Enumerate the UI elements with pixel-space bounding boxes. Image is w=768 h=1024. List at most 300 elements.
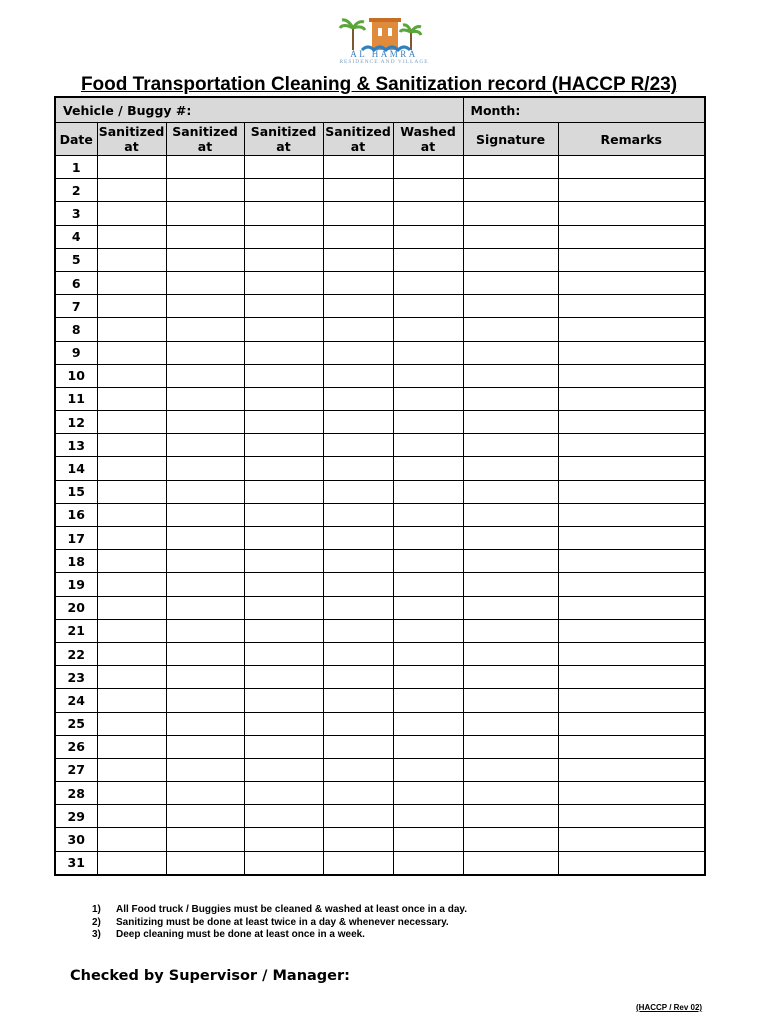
signature-cell[interactable] [463, 782, 558, 805]
sanitized-4-cell[interactable] [323, 619, 393, 642]
table-row [55, 179, 705, 202]
sanitized-1-cell[interactable] [97, 851, 166, 875]
table-row [55, 387, 705, 410]
sanitized-3-cell[interactable] [244, 573, 323, 596]
sanitized-1-cell[interactable] [97, 758, 166, 781]
sanitized-4-cell[interactable] [323, 666, 393, 689]
sanitized-3-cell[interactable] [244, 411, 323, 434]
note-number: 3) [92, 929, 101, 940]
note-text: Deep cleaning must be done at least once in a week. [116, 929, 365, 940]
brand-name: AL HAMRA [350, 49, 418, 59]
sanitized-4-cell[interactable] [323, 480, 393, 503]
table-row [55, 596, 705, 619]
washed-cell[interactable] [393, 550, 463, 573]
table-row [55, 225, 705, 248]
remarks-cell[interactable] [558, 527, 705, 550]
logo-palm-left [340, 20, 365, 50]
washed-cell[interactable] [393, 689, 463, 712]
sanitized-2-cell[interactable] [166, 828, 244, 851]
sanitized-4-cell[interactable] [323, 457, 393, 480]
remarks-cell[interactable] [558, 503, 705, 526]
sanitized-3-cell[interactable] [244, 851, 323, 875]
sanitized-4-cell[interactable] [323, 318, 393, 341]
table-row [55, 642, 705, 665]
column-header-sanitized-1: Sanitized at [98, 124, 165, 154]
table-row [55, 782, 705, 805]
sanitized-1-cell[interactable] [97, 295, 166, 318]
sanitized-2-cell[interactable] [166, 735, 244, 758]
sanitized-4-cell[interactable] [323, 735, 393, 758]
sanitized-3-cell[interactable] [244, 318, 323, 341]
vehicle-field[interactable] [55, 97, 463, 123]
washed-cell[interactable] [393, 503, 463, 526]
table-row [55, 295, 705, 318]
signature-cell[interactable] [463, 295, 558, 318]
sanitized-2-cell[interactable] [166, 225, 244, 248]
washed-cell[interactable] [393, 271, 463, 294]
sanitized-1-cell[interactable] [97, 573, 166, 596]
washed-cell[interactable] [393, 364, 463, 387]
date-cell: 21 [55, 619, 97, 642]
table-row [55, 318, 705, 341]
note-text: Sanitizing must be done at least twice in a day & whenever necessary. [116, 916, 449, 928]
washed-cell[interactable] [393, 527, 463, 550]
washed-cell[interactable] [393, 619, 463, 642]
signature-cell[interactable] [463, 156, 558, 179]
table-row [55, 271, 705, 294]
table-row [55, 550, 705, 573]
sanitized-3-cell[interactable] [244, 271, 323, 294]
sanitized-2-cell[interactable] [166, 364, 244, 387]
sanitized-3-cell[interactable] [244, 689, 323, 712]
sanitized-3-cell[interactable] [244, 457, 323, 480]
sanitized-4-cell[interactable] [323, 364, 393, 387]
signature-cell[interactable] [463, 434, 558, 457]
table-row [55, 619, 705, 642]
sanitized-2-cell[interactable] [166, 851, 244, 875]
signature-cell[interactable] [463, 666, 558, 689]
sanitized-2-cell[interactable] [166, 341, 244, 364]
sanitized-1-cell[interactable] [97, 248, 166, 271]
sanitized-2-cell[interactable] [166, 758, 244, 781]
remarks-cell[interactable] [558, 596, 705, 619]
sanitized-3-cell[interactable] [244, 619, 323, 642]
date-cell: 30 [55, 828, 97, 851]
remarks-cell[interactable] [558, 851, 705, 875]
remarks-cell[interactable] [558, 364, 705, 387]
sanitized-1-cell[interactable] [97, 480, 166, 503]
sanitized-4-cell[interactable] [323, 642, 393, 665]
date-cell: 23 [55, 666, 97, 689]
remarks-cell[interactable] [558, 457, 705, 480]
washed-cell[interactable] [393, 573, 463, 596]
sanitized-4-cell[interactable] [323, 573, 393, 596]
remarks-cell[interactable] [558, 480, 705, 503]
sanitized-3-cell[interactable] [244, 364, 323, 387]
date-cell: 8 [55, 318, 97, 341]
sanitized-2-cell[interactable] [166, 596, 244, 619]
signature-cell[interactable] [463, 341, 558, 364]
date-cell: 28 [55, 782, 97, 805]
washed-cell[interactable] [393, 596, 463, 619]
table-row [55, 480, 705, 503]
sanitized-4-cell[interactable] [323, 248, 393, 271]
sanitized-1-cell[interactable] [97, 735, 166, 758]
sanitized-4-cell[interactable] [323, 341, 393, 364]
table-row [55, 434, 705, 457]
signature-cell[interactable] [463, 828, 558, 851]
sanitized-1-cell[interactable] [97, 596, 166, 619]
sanitized-2-cell[interactable] [166, 202, 244, 225]
signature-cell[interactable] [463, 758, 558, 781]
sanitized-3-cell[interactable] [244, 596, 323, 619]
sanitized-3-cell[interactable] [244, 828, 323, 851]
sanitized-4-cell[interactable] [323, 225, 393, 248]
signature-cell[interactable] [463, 179, 558, 202]
washed-cell[interactable] [393, 457, 463, 480]
sanitized-4-cell[interactable] [323, 295, 393, 318]
sanitized-4-cell[interactable] [323, 689, 393, 712]
column-header-sanitized-3: Sanitized at [244, 123, 323, 156]
signature-cell[interactable] [463, 550, 558, 573]
washed-cell[interactable] [393, 735, 463, 758]
signature-cell[interactable] [463, 318, 558, 341]
document-title: Food Transportation Cleaning & Sanitization record (HACCP R/23) [80, 74, 678, 95]
washed-cell[interactable] [393, 341, 463, 364]
signature-cell[interactable] [463, 573, 558, 596]
signature-cell[interactable] [463, 457, 558, 480]
remarks-cell[interactable] [558, 156, 705, 179]
sanitized-2-cell[interactable] [166, 689, 244, 712]
sanitized-1-cell[interactable] [97, 202, 166, 225]
remarks-cell[interactable] [558, 225, 705, 248]
column-header-sanitized-2: Sanitized at [166, 123, 244, 156]
remarks-cell[interactable] [558, 271, 705, 294]
sanitized-2-cell[interactable] [166, 503, 244, 526]
sanitized-3-cell[interactable] [244, 550, 323, 573]
remarks-cell[interactable] [558, 318, 705, 341]
sanitized-2-cell[interactable] [166, 805, 244, 828]
remarks-cell[interactable] [558, 782, 705, 805]
column-header-date: Date [55, 123, 97, 156]
sanitized-3-cell[interactable] [244, 225, 323, 248]
washed-cell[interactable] [393, 248, 463, 271]
table-row [55, 805, 705, 828]
sanitized-4-cell[interactable] [323, 387, 393, 410]
remarks-cell[interactable] [558, 411, 705, 434]
sanitized-2-cell[interactable] [166, 712, 244, 735]
logo-building [372, 20, 398, 50]
date-rows [55, 156, 705, 875]
sanitized-3-cell[interactable] [244, 642, 323, 665]
washed-cell[interactable] [393, 387, 463, 410]
date-cell: 25 [55, 712, 97, 735]
remarks-cell[interactable] [558, 341, 705, 364]
table-row [55, 503, 705, 526]
date-cell: 1 [55, 156, 97, 179]
sanitized-2-cell[interactable] [166, 573, 244, 596]
date-cell: 11 [55, 387, 97, 410]
signature-cell[interactable] [463, 712, 558, 735]
sanitized-2-cell[interactable] [166, 179, 244, 202]
sanitized-4-cell[interactable] [323, 805, 393, 828]
signature-cell[interactable] [463, 503, 558, 526]
sanitized-3-cell[interactable] [244, 480, 323, 503]
sanitized-1-cell[interactable] [97, 642, 166, 665]
remarks-cell[interactable] [558, 735, 705, 758]
sanitized-4-cell[interactable] [323, 550, 393, 573]
sanitized-1-cell[interactable] [97, 527, 166, 550]
date-cell: 15 [55, 480, 97, 503]
remarks-cell[interactable] [558, 202, 705, 225]
column-header-remarks: Remarks [558, 123, 705, 156]
date-cell: 7 [55, 295, 97, 318]
sanitized-4-cell[interactable] [323, 271, 393, 294]
sanitized-1-cell[interactable] [97, 666, 166, 689]
signature-cell[interactable] [463, 642, 558, 665]
remarks-cell[interactable] [558, 712, 705, 735]
signature-cell[interactable] [463, 851, 558, 875]
remarks-cell[interactable] [558, 828, 705, 851]
table-row [55, 573, 705, 596]
remarks-cell[interactable] [558, 689, 705, 712]
date-cell: 27 [55, 758, 97, 781]
note-item [92, 904, 467, 917]
sanitized-2-cell[interactable] [166, 480, 244, 503]
table-row [55, 341, 705, 364]
washed-cell[interactable] [393, 480, 463, 503]
note-text: All Food truck / Buggies must be cleaned & washed at least once in a day. [116, 904, 468, 915]
sanitized-3-cell[interactable] [244, 387, 323, 410]
signature-cell[interactable] [463, 411, 558, 434]
sanitized-4-cell[interactable] [323, 411, 393, 434]
washed-cell[interactable] [393, 179, 463, 202]
washed-cell[interactable] [393, 295, 463, 318]
month-field[interactable] [463, 97, 705, 123]
sanitized-1-cell[interactable] [97, 387, 166, 410]
table-row [55, 202, 705, 225]
sanitized-3-cell[interactable] [244, 712, 323, 735]
sanitized-1-cell[interactable] [97, 503, 166, 526]
sanitized-3-cell[interactable] [244, 434, 323, 457]
date-cell: 2 [55, 179, 97, 202]
signature-cell[interactable] [463, 225, 558, 248]
remarks-cell[interactable] [558, 805, 705, 828]
sanitized-3-cell[interactable] [244, 503, 323, 526]
sanitized-3-cell[interactable] [244, 248, 323, 271]
sanitized-3-cell[interactable] [244, 156, 323, 179]
note-item [92, 917, 467, 930]
washed-cell[interactable] [393, 642, 463, 665]
table-row [55, 851, 705, 875]
table-row [55, 666, 705, 689]
note-item [92, 929, 467, 942]
date-cell: 3 [55, 202, 97, 225]
washed-cell[interactable] [393, 318, 463, 341]
sanitized-4-cell[interactable] [323, 596, 393, 619]
note-number: 1) [92, 904, 101, 915]
sanitized-4-cell[interactable] [323, 527, 393, 550]
sanitized-2-cell[interactable] [166, 156, 244, 179]
sanitized-2-cell[interactable] [166, 619, 244, 642]
sanitized-2-cell[interactable] [166, 527, 244, 550]
sanitized-2-cell[interactable] [166, 642, 244, 665]
sanitized-1-cell[interactable] [97, 341, 166, 364]
remarks-cell[interactable] [558, 434, 705, 457]
signature-cell[interactable] [463, 387, 558, 410]
remarks-cell[interactable] [558, 758, 705, 781]
sanitized-3-cell[interactable] [244, 782, 323, 805]
sanitized-3-cell[interactable] [244, 527, 323, 550]
sanitized-1-cell[interactable] [97, 434, 166, 457]
washed-cell[interactable] [393, 434, 463, 457]
signature-cell[interactable] [463, 271, 558, 294]
sanitized-4-cell[interactable] [323, 156, 393, 179]
date-cell: 26 [55, 735, 97, 758]
signature-cell[interactable] [463, 596, 558, 619]
sanitized-4-cell[interactable] [323, 202, 393, 225]
sanitized-4-cell[interactable] [323, 712, 393, 735]
sanitized-2-cell[interactable] [166, 782, 244, 805]
remarks-cell[interactable] [558, 550, 705, 573]
washed-cell[interactable] [393, 805, 463, 828]
washed-cell[interactable] [393, 202, 463, 225]
sanitized-3-cell[interactable] [244, 179, 323, 202]
sanitized-3-cell[interactable] [244, 202, 323, 225]
washed-cell[interactable] [393, 156, 463, 179]
sanitized-1-cell[interactable] [97, 179, 166, 202]
date-cell: 13 [55, 434, 97, 457]
month-label: Month: [470, 102, 521, 118]
brand-subtitle: RESIDENCE AND VILLAGE [339, 59, 429, 65]
sanitized-1-cell[interactable] [97, 550, 166, 573]
sanitized-4-cell[interactable] [323, 851, 393, 875]
sanitized-3-cell[interactable] [244, 341, 323, 364]
washed-cell[interactable] [393, 851, 463, 875]
remarks-cell[interactable] [558, 666, 705, 689]
sanitized-1-cell[interactable] [97, 619, 166, 642]
table-row [55, 828, 705, 851]
washed-cell[interactable] [393, 758, 463, 781]
signature-cell[interactable] [463, 202, 558, 225]
remarks-cell[interactable] [558, 573, 705, 596]
sanitized-1-cell[interactable] [97, 805, 166, 828]
date-cell: 29 [55, 805, 97, 828]
sanitized-1-cell[interactable] [97, 411, 166, 434]
signature-cell[interactable] [463, 805, 558, 828]
sanitized-2-cell[interactable] [166, 387, 244, 410]
column-header-row [55, 123, 705, 156]
remarks-cell[interactable] [558, 248, 705, 271]
sanitized-1-cell[interactable] [97, 156, 166, 179]
sanitized-2-cell[interactable] [166, 434, 244, 457]
table-row [55, 735, 705, 758]
sanitized-2-cell[interactable] [166, 666, 244, 689]
table-row [55, 712, 705, 735]
sanitized-4-cell[interactable] [323, 782, 393, 805]
vehicle-label: Vehicle / Buggy #: [63, 102, 192, 118]
meta-row [55, 97, 705, 123]
sanitized-2-cell[interactable] [166, 248, 244, 271]
date-cell: 4 [55, 225, 97, 248]
signature-cell[interactable] [463, 689, 558, 712]
sanitized-4-cell[interactable] [323, 503, 393, 526]
signature-cell[interactable] [463, 480, 558, 503]
washed-cell[interactable] [393, 712, 463, 735]
record-table [54, 96, 706, 876]
sanitized-2-cell[interactable] [166, 550, 244, 573]
washed-cell[interactable] [393, 782, 463, 805]
signature-cell[interactable] [463, 364, 558, 387]
washed-cell[interactable] [393, 828, 463, 851]
table-row [55, 248, 705, 271]
sanitized-1-cell[interactable] [97, 271, 166, 294]
table-row [55, 758, 705, 781]
date-cell: 5 [55, 248, 97, 271]
date-cell: 31 [55, 851, 97, 875]
sanitized-3-cell[interactable] [244, 805, 323, 828]
sanitized-3-cell[interactable] [244, 735, 323, 758]
sanitized-1-cell[interactable] [97, 225, 166, 248]
washed-cell[interactable] [393, 411, 463, 434]
signature-cell[interactable] [463, 619, 558, 642]
sanitized-4-cell[interactable] [323, 434, 393, 457]
note-number: 2) [92, 916, 101, 928]
table-row [55, 411, 705, 434]
sanitized-1-cell[interactable] [97, 318, 166, 341]
sanitized-1-cell[interactable] [97, 689, 166, 712]
sanitized-1-cell[interactable] [97, 782, 166, 805]
signature-cell[interactable] [463, 248, 558, 271]
sanitized-2-cell[interactable] [166, 318, 244, 341]
date-cell: 10 [55, 364, 97, 387]
sanitized-3-cell[interactable] [244, 295, 323, 318]
table-row [55, 156, 705, 179]
remarks-cell[interactable] [558, 295, 705, 318]
sanitized-1-cell[interactable] [97, 828, 166, 851]
sanitized-2-cell[interactable] [166, 295, 244, 318]
remarks-cell[interactable] [558, 619, 705, 642]
sanitized-1-cell[interactable] [97, 712, 166, 735]
table-row [55, 457, 705, 480]
table-row [55, 364, 705, 387]
sanitized-2-cell[interactable] [166, 411, 244, 434]
sanitized-4-cell[interactable] [323, 828, 393, 851]
sanitized-2-cell[interactable] [166, 271, 244, 294]
sanitized-3-cell[interactable] [244, 666, 323, 689]
date-cell: 17 [55, 527, 97, 550]
remarks-cell[interactable] [558, 179, 705, 202]
sanitized-4-cell[interactable] [323, 179, 393, 202]
column-header-washed: Washed at [393, 123, 463, 156]
footer-revision-code: (HACCP / Rev 02) [636, 1003, 703, 1012]
date-cell: 12 [55, 411, 97, 434]
sanitized-4-cell[interactable] [323, 758, 393, 781]
date-cell: 14 [55, 457, 97, 480]
washed-cell[interactable] [393, 666, 463, 689]
sanitized-1-cell[interactable] [97, 364, 166, 387]
remarks-cell[interactable] [558, 642, 705, 665]
sanitized-1-cell[interactable] [97, 457, 166, 480]
signature-cell[interactable] [463, 527, 558, 550]
sanitized-2-cell[interactable] [166, 457, 244, 480]
signature-cell[interactable] [463, 735, 558, 758]
remarks-cell[interactable] [558, 387, 705, 410]
date-cell: 16 [55, 503, 97, 526]
washed-cell[interactable] [393, 225, 463, 248]
date-cell: 22 [55, 642, 97, 665]
sanitized-3-cell[interactable] [244, 758, 323, 781]
